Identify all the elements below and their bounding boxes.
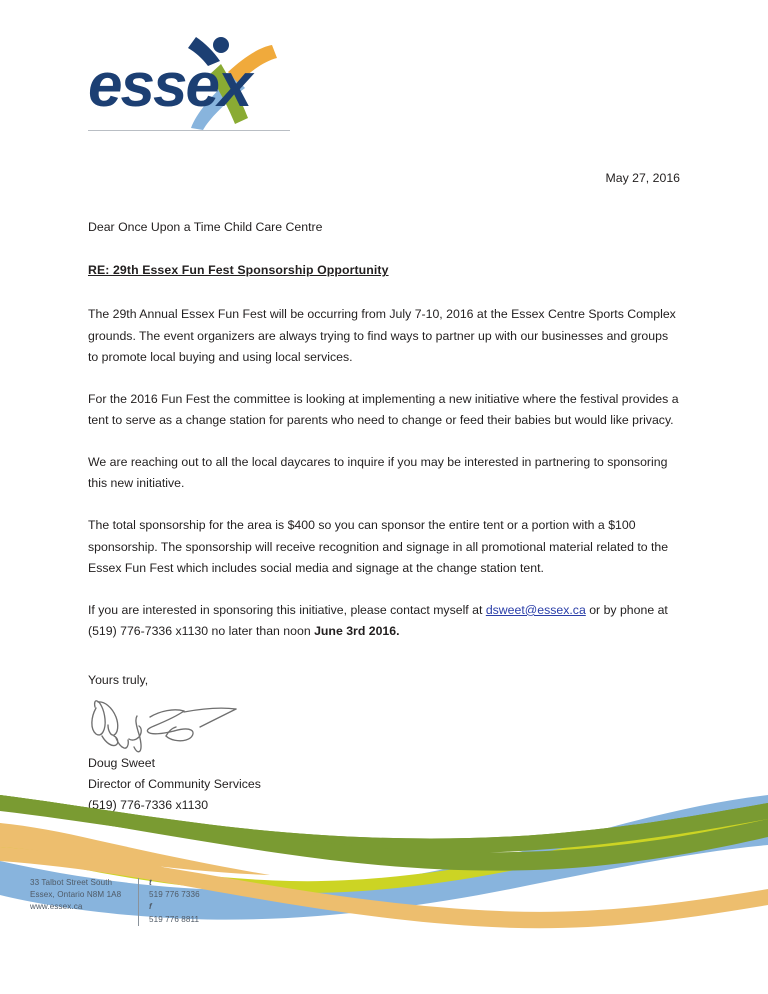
- contact-text-before-email: If you are interested in sponsoring this initiative, please contact myself at: [88, 602, 486, 617]
- handwritten-signature: [88, 695, 268, 753]
- footer-phone-number: 519 776 7336: [149, 890, 200, 900]
- footer-address-line-2: Essex, Ontario N8M 1A8: [30, 890, 122, 900]
- contact-email-link[interactable]: dsweet@essex.ca: [485, 602, 586, 617]
- footer-address-line-1: 33 Talbot Street South: [30, 877, 113, 887]
- response-deadline: June 3rd 2016.: [314, 623, 400, 638]
- footer-fax-row: [149, 901, 200, 926]
- letter-paragraph-4: The total sponsorship for the area is $400 so you can sponsor the entire tent or a portion with a $100 sponsorship. The sponsorship will receive recognition and signage in all promotional material related to the Essex Fun Fest which includes social media and signage at the change station tent.: [88, 518, 669, 575]
- signer-title: Director of Community Services: [88, 776, 261, 791]
- letter-subject: RE: 29th Essex Fun Fest Sponsorship Opportunity: [88, 263, 389, 278]
- footer-base-mask: [0, 931, 768, 994]
- logo-underline-rule: [88, 130, 290, 131]
- essex-logo: [88, 28, 293, 133]
- letter-paragraph-5: [88, 600, 680, 642]
- footer-website[interactable]: www.essex.ca: [30, 902, 83, 912]
- letter-paragraph-2: For the 2016 Fun Fest the committee is looking at implementing a new initiative where the festival provides a tent to serve as a change station for parents who need to change or feed their babies but would like privacy.: [88, 391, 679, 427]
- letter-date: May 27, 2016: [605, 171, 680, 185]
- letter-salutation: Dear Once Upon a Time Child Care Centre: [88, 220, 323, 235]
- footer-address: [30, 877, 134, 914]
- footer-vertical-divider: [138, 878, 139, 926]
- signer-name: Doug Sweet: [88, 756, 155, 771]
- letter-paragraph-1: The 29th Annual Essex Fun Fest will be occurring from July 7-10, 2016 at the Essex Centre Sports Complex grounds. The event organizers are always trying to find ways to partner up with our businesses and groups to promote local buying and using local services.: [88, 307, 676, 364]
- footer-contact-info: [30, 877, 200, 926]
- logo-wordmark: essex: [88, 51, 251, 120]
- letter-paragraph-3: We are reaching out to all the local daycares to inquire if you may be interested in partnering to sponsoring this new initiative.: [88, 455, 668, 491]
- footer-fax-number: 519 776 8811: [149, 914, 200, 924]
- footer-phone-block: [149, 877, 200, 926]
- signer-phone: (519) 776-7336 x1130: [88, 797, 209, 812]
- footer-phone-label: t: [149, 877, 152, 887]
- essex-logo-graphic: [88, 28, 293, 133]
- footer-phone-row: [149, 877, 200, 902]
- signature-graphic: [88, 695, 268, 753]
- letter-closing: Yours truly,: [88, 673, 149, 688]
- footer-fax-label: f: [149, 902, 152, 912]
- letter-body: [88, 168, 680, 815]
- contact-text-after-email: or by phone at (519) 776-7336 x1130 no later than noon: [88, 602, 668, 638]
